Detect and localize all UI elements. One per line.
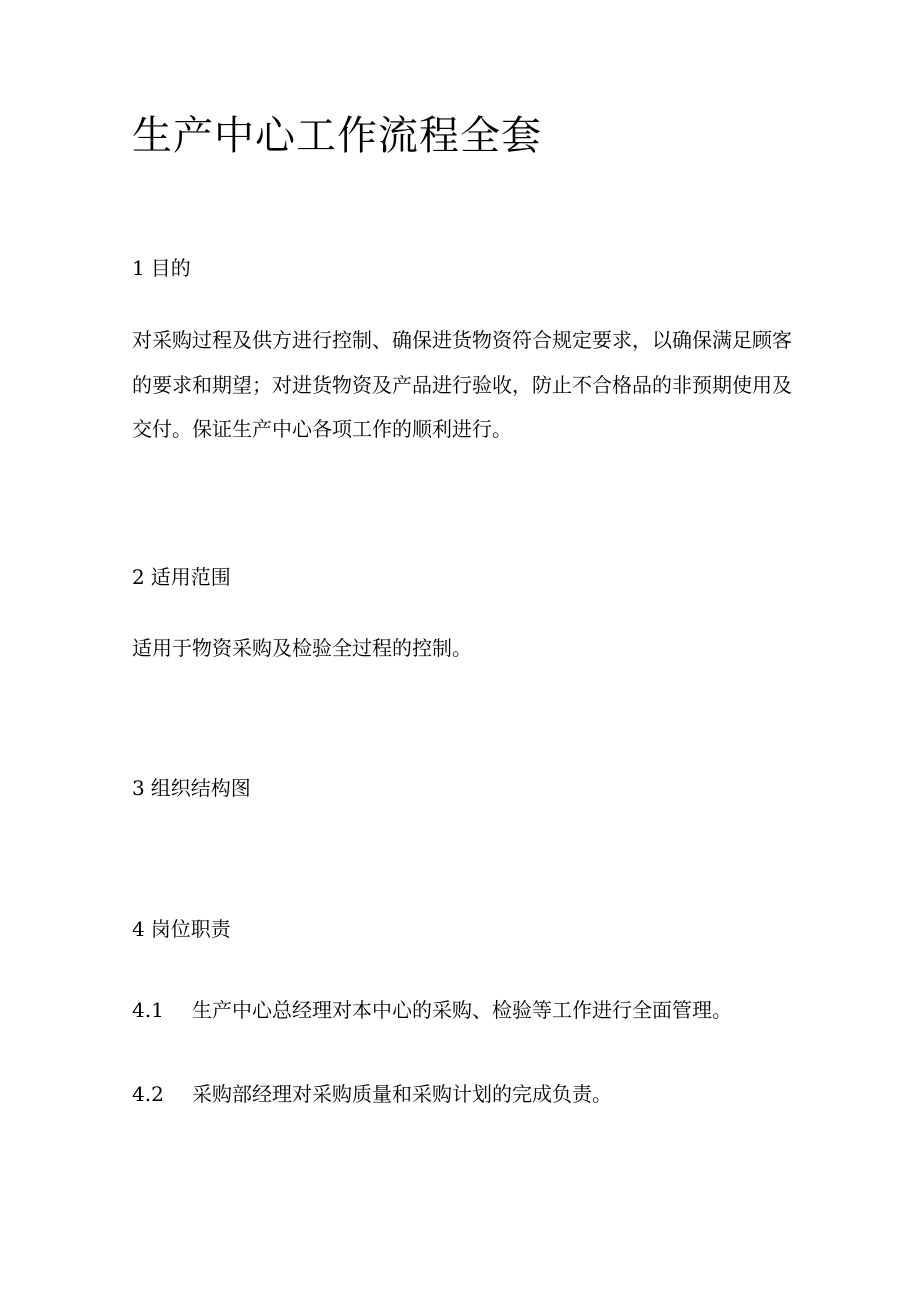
item-text: 采购部经理对采购质量和采购计划的完成负责。 [192, 1082, 612, 1106]
section-title: 组织结构图 [150, 776, 251, 800]
item-text: 生产中心总经理对本中心的采购、检验等工作进行全面管理。 [192, 998, 732, 1022]
section-number: 3 [132, 776, 145, 800]
section-heading-purpose [132, 254, 191, 282]
section-paragraph-purpose: 对采购过程及供方进行控制、确保进货物资符合规定要求，以确保满足顾客的要求和期望；对进货物资及产品进行验收，防止不合格品的非预期使用及交付。保证生产中心各项工作的顺利进行。 [132, 328, 792, 441]
item-number: 4.2 [132, 1082, 164, 1106]
section-number: 2 [132, 565, 145, 589]
section-title: 岗位职责 [150, 917, 231, 941]
section-heading-scope [132, 563, 231, 591]
section-heading-org-chart [132, 774, 251, 802]
section-heading-responsibilities [132, 915, 231, 943]
section-paragraph-scope: 适用于物资采购及检验全过程的控制。 [132, 636, 472, 660]
section-number: 4 [132, 917, 145, 941]
list-item [132, 996, 732, 1024]
section-title: 目的 [150, 256, 191, 280]
item-number: 4.1 [132, 998, 164, 1022]
section-number: 1 [132, 256, 145, 280]
section-title: 适用范围 [150, 565, 231, 589]
list-item [132, 1080, 612, 1108]
document-title: 生产中心工作流程全套 [132, 113, 542, 159]
